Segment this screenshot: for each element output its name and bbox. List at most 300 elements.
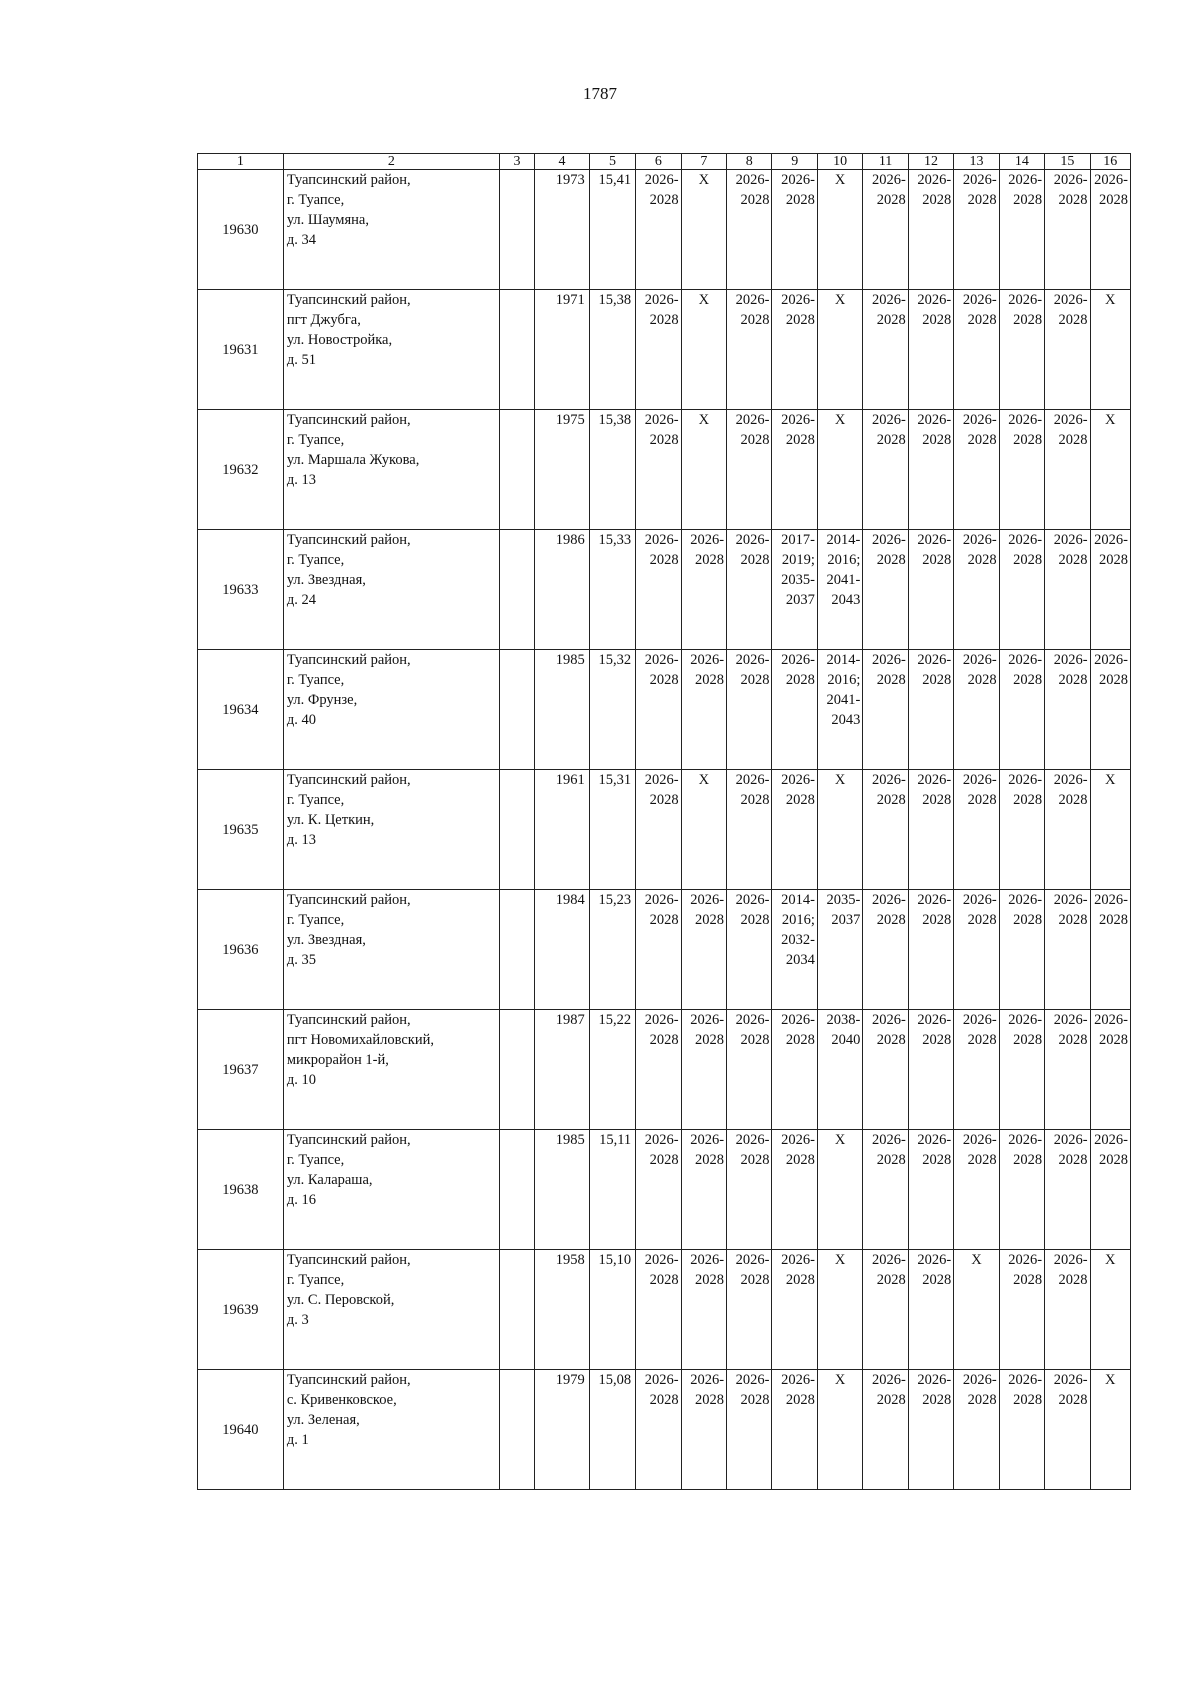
period-line: 2028 <box>1058 792 1088 808</box>
period-line: 2026- <box>644 1372 679 1388</box>
table-row <box>198 290 1131 410</box>
period-line: 2028 <box>649 192 679 208</box>
period-line: 2028 <box>1058 672 1088 688</box>
period-line: 2028 <box>740 1272 770 1288</box>
address-line: г. Туапсе, <box>286 672 345 688</box>
period-line: 2026- <box>781 772 815 788</box>
period-line: X <box>1105 412 1116 428</box>
period-line: 2026- <box>1053 532 1088 548</box>
period-line: 2026- <box>735 772 770 788</box>
period-line: 2035- <box>826 892 861 908</box>
register-table <box>197 153 1131 1490</box>
year-cell: 1961 <box>535 770 590 890</box>
period-cell <box>636 890 681 1010</box>
period-line: 2028 <box>785 672 815 688</box>
period-line: 2026- <box>962 1372 997 1388</box>
period-line: 2014- <box>826 532 861 548</box>
address-line: Туапсинский район, <box>286 412 411 428</box>
period-line: 2028 <box>785 1272 815 1288</box>
column-number: 4 <box>535 154 590 170</box>
period-cell <box>1090 170 1130 290</box>
table-row <box>198 1010 1131 1130</box>
period-line: 2028 <box>1013 672 1043 688</box>
period-line: X <box>834 772 846 788</box>
period-line: 2026- <box>735 532 770 548</box>
period-cell <box>727 1010 772 1130</box>
address-line: г. Туапсе, <box>286 432 345 448</box>
period-line: 2028 <box>876 1392 906 1408</box>
period-cell <box>863 170 908 290</box>
period-line: 2026- <box>644 172 679 188</box>
address-cell <box>283 410 499 530</box>
period-cell <box>817 1370 862 1490</box>
address-line: Туапсинский район, <box>286 1252 411 1268</box>
period-line: 2028 <box>1058 1152 1088 1168</box>
period-cell <box>999 1370 1044 1490</box>
column-3-cell <box>499 650 534 770</box>
address-line: ул. Маршала Жукова, <box>286 452 420 468</box>
period-line: 2026- <box>781 652 815 668</box>
period-line: 2028 <box>922 1032 952 1048</box>
period-line: 2026- <box>1053 892 1088 908</box>
period-line: X <box>698 412 710 428</box>
column-number: 7 <box>681 154 726 170</box>
address-line: Туапсинский район, <box>286 532 411 548</box>
period-line: 2032- <box>781 932 815 948</box>
period-cell <box>999 1250 1044 1370</box>
period-line: 2028 <box>876 672 906 688</box>
column-number: 5 <box>589 154 635 170</box>
page-number: 1787 <box>583 84 617 103</box>
period-line: 2026- <box>1008 1132 1043 1148</box>
period-line: 2028 <box>922 792 952 808</box>
period-line: 2026- <box>1053 1372 1088 1388</box>
period-line: 2026- <box>917 532 952 548</box>
period-cell <box>999 410 1044 530</box>
period-cell <box>772 290 817 410</box>
period-cell <box>727 1370 772 1490</box>
period-cell <box>727 890 772 1010</box>
period-cell <box>772 890 817 1010</box>
row-id: 19639 <box>198 1250 284 1370</box>
period-line: 2026- <box>917 412 952 428</box>
period-cell <box>908 170 953 290</box>
address-line: ул. Калараша, <box>286 1172 373 1188</box>
period-line: 2026- <box>781 412 815 428</box>
column-3-cell <box>499 1010 534 1130</box>
column-number: 1 <box>198 154 284 170</box>
period-cell <box>999 770 1044 890</box>
period-line: 2028 <box>922 1392 952 1408</box>
period-line: 2028 <box>967 432 997 448</box>
period-cell <box>772 1010 817 1130</box>
value-cell: 15,23 <box>589 890 635 1010</box>
period-line: 2028 <box>695 552 725 568</box>
period-cell <box>908 1130 953 1250</box>
period-cell <box>817 1010 862 1130</box>
period-line: 2026- <box>644 292 679 308</box>
period-cell <box>636 650 681 770</box>
column-number: 13 <box>954 154 999 170</box>
address-line: д. 35 <box>286 952 316 968</box>
period-line: 2028 <box>740 192 770 208</box>
period-cell <box>681 530 726 650</box>
period-line: 2026- <box>871 1012 906 1028</box>
period-cell <box>817 1250 862 1370</box>
period-line: 2028 <box>876 552 906 568</box>
period-cell <box>681 410 726 530</box>
period-line: X <box>1105 772 1116 788</box>
period-line: 2028 <box>1013 192 1043 208</box>
period-line: 2026- <box>871 292 906 308</box>
period-line: X <box>971 1252 982 1268</box>
period-cell <box>636 770 681 890</box>
address-line: Туапсинский район, <box>286 1132 411 1148</box>
period-cell <box>999 170 1044 290</box>
period-line: 2028 <box>649 1272 679 1288</box>
period-line: 2028 <box>922 432 952 448</box>
period-line: 2028 <box>967 792 997 808</box>
address-line: д. 13 <box>286 472 316 488</box>
period-line: 2026- <box>962 892 997 908</box>
column-number: 15 <box>1045 154 1090 170</box>
period-line: 2026- <box>1053 652 1088 668</box>
period-cell <box>1045 290 1090 410</box>
period-cell <box>772 1130 817 1250</box>
address-line: г. Туапсе, <box>286 912 345 928</box>
period-line: X <box>1105 292 1116 308</box>
period-cell <box>863 290 908 410</box>
address-line: д. 1 <box>286 1432 309 1448</box>
column-3-cell <box>499 1130 534 1250</box>
period-cell <box>817 530 862 650</box>
address-line: Туапсинский район, <box>286 772 411 788</box>
period-line: 2026- <box>917 1132 952 1148</box>
period-line: 2026- <box>1008 892 1043 908</box>
period-line: 2028 <box>740 1392 770 1408</box>
period-line: 2026- <box>735 892 770 908</box>
period-line: 2028 <box>967 1392 997 1408</box>
period-cell <box>954 1250 999 1370</box>
period-line: 2026- <box>871 172 906 188</box>
period-line: 2026- <box>1053 292 1088 308</box>
period-line: 2026- <box>781 1252 815 1268</box>
period-cell <box>772 170 817 290</box>
period-cell <box>636 1010 681 1130</box>
period-cell <box>772 1370 817 1490</box>
period-cell <box>681 1130 726 1250</box>
period-line: 2028 <box>740 1032 770 1048</box>
period-cell <box>727 650 772 770</box>
period-line: 2026- <box>917 772 952 788</box>
period-cell <box>999 650 1044 770</box>
address-line: с. Кривенковское, <box>286 1392 397 1408</box>
period-line: 2026- <box>735 1372 770 1388</box>
row-id: 19640 <box>198 1370 284 1490</box>
period-line: 2028 <box>922 672 952 688</box>
period-cell <box>727 170 772 290</box>
period-line: X <box>834 1132 846 1148</box>
period-line: 2026- <box>962 532 997 548</box>
period-cell <box>908 1250 953 1370</box>
period-cell <box>681 1370 726 1490</box>
period-cell <box>954 410 999 530</box>
column-3-cell <box>499 170 534 290</box>
period-line: 2028 <box>1013 912 1043 928</box>
table-row <box>198 1250 1131 1370</box>
period-line: 2026- <box>1008 1012 1043 1028</box>
period-line: 2026- <box>1008 172 1043 188</box>
period-line: 2028 <box>876 792 906 808</box>
period-cell <box>1045 650 1090 770</box>
year-cell: 1979 <box>535 1370 590 1490</box>
period-cell <box>1045 890 1090 1010</box>
period-cell <box>863 530 908 650</box>
table-row <box>198 410 1131 530</box>
period-line: 2026- <box>735 172 770 188</box>
period-cell <box>1045 1370 1090 1490</box>
period-line: 2028 <box>740 432 770 448</box>
column-3-cell <box>499 290 534 410</box>
period-line: 2028 <box>876 1032 906 1048</box>
period-cell <box>908 1010 953 1130</box>
column-3-cell <box>499 1250 534 1370</box>
period-line: 2028 <box>967 912 997 928</box>
period-line: 2028 <box>922 1152 952 1168</box>
column-number: 12 <box>908 154 953 170</box>
column-number: 2 <box>283 154 499 170</box>
period-line: 2019; <box>781 552 815 568</box>
period-line: 2028 <box>695 1392 725 1408</box>
period-cell <box>908 530 953 650</box>
period-cell <box>636 290 681 410</box>
year-cell: 1984 <box>535 890 590 1010</box>
period-line: 2028 <box>1058 312 1088 328</box>
period-cell <box>727 410 772 530</box>
period-cell <box>1090 290 1130 410</box>
period-cell <box>908 410 953 530</box>
period-line: 2028 <box>1013 1032 1043 1048</box>
period-line: 2028 <box>922 912 952 928</box>
period-line: 2026- <box>1008 532 1043 548</box>
period-cell <box>817 890 862 1010</box>
row-id: 19630 <box>198 170 284 290</box>
period-cell <box>772 1250 817 1370</box>
period-line: 2026- <box>690 532 725 548</box>
period-line: 2028 <box>695 672 725 688</box>
period-line: 2028 <box>1013 1392 1043 1408</box>
period-cell <box>817 290 862 410</box>
period-line: 2028 <box>1013 552 1043 568</box>
period-line: 2028 <box>967 552 997 568</box>
period-line: 2037 <box>831 912 861 928</box>
period-line: 2026- <box>917 652 952 668</box>
address-line: ул. Фрунзе, <box>286 692 358 708</box>
period-line: 2028 <box>1058 552 1088 568</box>
period-cell <box>727 1130 772 1250</box>
period-line: 2026- <box>781 1132 815 1148</box>
column-number: 16 <box>1090 154 1130 170</box>
period-cell <box>908 1370 953 1490</box>
table-row <box>198 1130 1131 1250</box>
period-cell <box>772 530 817 650</box>
period-line: 2026- <box>1094 532 1128 548</box>
period-cell <box>863 1370 908 1490</box>
period-line: 2026- <box>962 172 997 188</box>
value-cell: 15,33 <box>589 530 635 650</box>
address-cell <box>283 650 499 770</box>
value-cell: 15,31 <box>589 770 635 890</box>
period-cell <box>954 530 999 650</box>
period-cell <box>863 770 908 890</box>
period-line: 2040 <box>831 1032 861 1048</box>
period-cell <box>1090 1250 1130 1370</box>
period-line: 2028 <box>649 552 679 568</box>
period-cell <box>681 170 726 290</box>
column-3-cell <box>499 890 534 1010</box>
period-line: 2028 <box>785 1392 815 1408</box>
address-cell <box>283 290 499 410</box>
period-line: 2026- <box>690 1132 725 1148</box>
period-cell <box>817 650 862 770</box>
period-cell <box>681 1250 726 1370</box>
row-id: 19635 <box>198 770 284 890</box>
period-line: 2028 <box>967 312 997 328</box>
period-line: 2028 <box>922 1272 952 1288</box>
period-line: 2026- <box>1094 652 1128 668</box>
period-line: 2026- <box>917 1012 952 1028</box>
period-line: 2026- <box>644 532 679 548</box>
year-cell: 1985 <box>535 650 590 770</box>
period-cell <box>1090 1010 1130 1130</box>
period-cell <box>636 530 681 650</box>
period-line: 2026- <box>781 1372 815 1388</box>
period-line: 2028 <box>1058 1032 1088 1048</box>
period-line: 2026- <box>871 532 906 548</box>
year-cell: 1986 <box>535 530 590 650</box>
table-row <box>198 530 1131 650</box>
period-cell <box>636 1130 681 1250</box>
period-line: 2028 <box>876 1272 906 1288</box>
period-line: 2026- <box>781 172 815 188</box>
period-cell <box>681 650 726 770</box>
address-line: ул. Новостройка, <box>286 332 393 348</box>
period-line: 2026- <box>1053 772 1088 788</box>
period-line: 2026- <box>690 652 725 668</box>
period-line: 2028 <box>1099 672 1128 688</box>
period-line: 2028 <box>740 912 770 928</box>
period-line: 2028 <box>876 192 906 208</box>
period-line: 2026- <box>644 1012 679 1028</box>
period-cell <box>863 1010 908 1130</box>
period-line: 2026- <box>781 1012 815 1028</box>
period-line: 2026- <box>871 412 906 428</box>
period-line: 2028 <box>967 1152 997 1168</box>
address-line: Туапсинский район, <box>286 1372 411 1388</box>
column-number: 3 <box>499 154 534 170</box>
period-line: 2028 <box>1099 552 1128 568</box>
row-id: 19636 <box>198 890 284 1010</box>
year-cell: 1973 <box>535 170 590 290</box>
period-line: 2016; <box>781 912 815 928</box>
period-line: X <box>1105 1372 1116 1388</box>
period-line: 2028 <box>967 1032 997 1048</box>
period-line: 2026- <box>917 892 952 908</box>
row-id: 19633 <box>198 530 284 650</box>
period-line: 2028 <box>649 312 679 328</box>
period-cell <box>1045 170 1090 290</box>
value-cell: 15,32 <box>589 650 635 770</box>
period-cell <box>863 890 908 1010</box>
period-cell <box>636 1250 681 1370</box>
period-cell <box>636 1370 681 1490</box>
address-cell <box>283 770 499 890</box>
period-line: 2026- <box>962 292 997 308</box>
table-row <box>198 770 1131 890</box>
period-line: 2026- <box>1008 1372 1043 1388</box>
period-line: 2026- <box>644 1132 679 1148</box>
column-number: 14 <box>999 154 1044 170</box>
table-row <box>198 890 1131 1010</box>
header-row <box>198 154 1131 170</box>
period-cell <box>772 650 817 770</box>
column-3-cell <box>499 770 534 890</box>
period-line: 2026- <box>1008 772 1043 788</box>
period-line: X <box>834 292 846 308</box>
period-line: X <box>1105 1252 1116 1268</box>
period-line: 2028 <box>785 1032 815 1048</box>
period-line: 2028 <box>1013 432 1043 448</box>
period-cell <box>1090 770 1130 890</box>
period-cell <box>863 650 908 770</box>
period-cell <box>681 1010 726 1130</box>
period-cell <box>727 530 772 650</box>
period-line: 2026- <box>690 1372 725 1388</box>
period-line: 2026- <box>962 1132 997 1148</box>
period-cell <box>954 1130 999 1250</box>
period-line: 2028 <box>1058 1392 1088 1408</box>
period-line: 2026- <box>1094 1132 1128 1148</box>
column-3-cell <box>499 1370 534 1490</box>
table-row <box>198 170 1131 290</box>
period-line: 2017- <box>781 532 815 548</box>
period-line: 2026- <box>1008 292 1043 308</box>
period-line: 2026- <box>1053 1012 1088 1028</box>
period-cell <box>908 290 953 410</box>
period-cell <box>636 170 681 290</box>
address-line: Туапсинский район, <box>286 652 411 668</box>
period-line: 2026- <box>871 1252 906 1268</box>
year-cell: 1985 <box>535 1130 590 1250</box>
period-cell <box>727 290 772 410</box>
year-cell: 1987 <box>535 1010 590 1130</box>
address-line: ул. К. Цеткин, <box>286 812 375 828</box>
period-line: 2028 <box>740 312 770 328</box>
period-cell <box>817 170 862 290</box>
period-line: 2038- <box>826 1012 861 1028</box>
period-cell <box>681 290 726 410</box>
address-cell <box>283 530 499 650</box>
value-cell: 15,08 <box>589 1370 635 1490</box>
period-line: 2028 <box>1013 312 1043 328</box>
address-line: ул. Зеленая, <box>286 1412 360 1428</box>
address-line: д. 16 <box>286 1192 316 1208</box>
period-line: 2026- <box>1053 1252 1088 1268</box>
period-line: X <box>834 1372 846 1388</box>
period-line: 2035- <box>781 572 815 588</box>
year-cell: 1975 <box>535 410 590 530</box>
period-line: 2028 <box>649 792 679 808</box>
